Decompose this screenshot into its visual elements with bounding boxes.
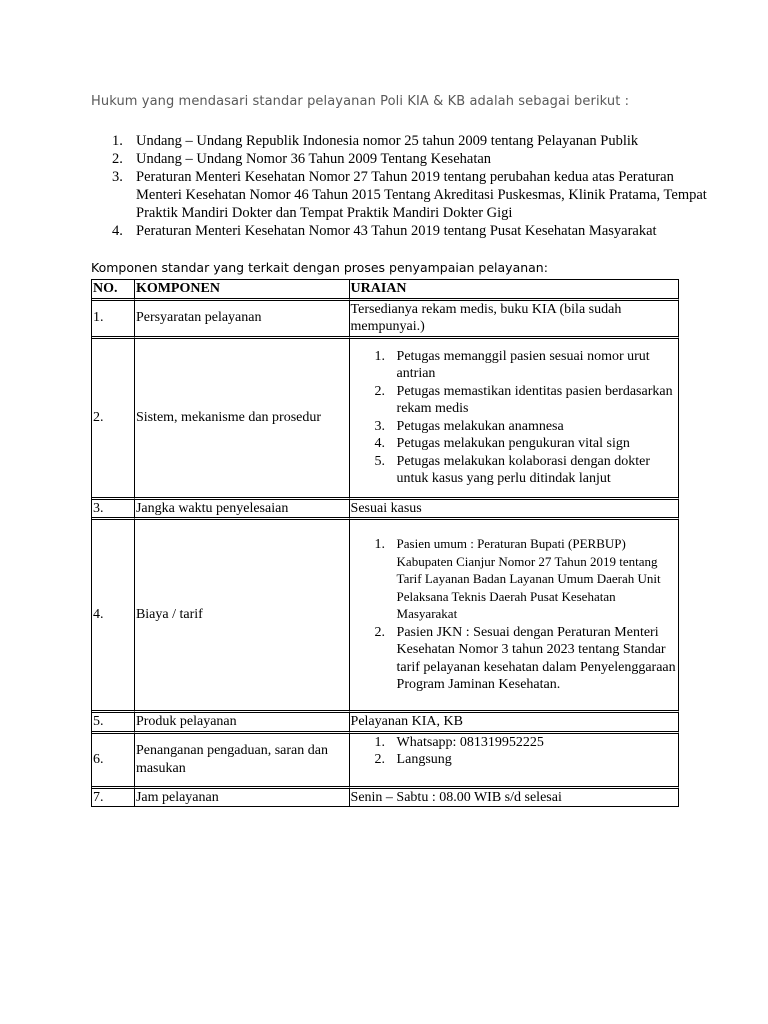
row-komponen: Sistem, mekanisme dan prosedur (135, 339, 350, 500)
row-komponen: Biaya / tarif (135, 520, 350, 713)
header-komponen: KOMPONEN (135, 280, 350, 301)
row-komponen: Persyaratan pelayanan (135, 301, 350, 339)
row-komponen: Produk pelayanan (135, 713, 350, 734)
row-no: 4. (92, 520, 135, 713)
table-row (92, 789, 679, 808)
list-number: 4. (112, 223, 123, 239)
row-no: 7. (92, 789, 135, 808)
list-text: Petugas memanggil pasien sesuai nomor urut antrian (396, 348, 650, 381)
table-row (92, 339, 679, 500)
header-uraian: URAIAN (350, 280, 679, 301)
row-no: 2. (92, 339, 135, 500)
list-text: Langsung (396, 752, 452, 767)
list-text: Petugas melakukan anamnesa (396, 418, 564, 434)
list-text: Pasien umum : Peraturan Bupati (PERBUP) Kabupaten Cianjur Nomor 27 Tahun 2019 tentang Tarif Layanan Badan Layanan Umum Daerah Unit Pelaksana Teknis Daerah Pusat Kesehatan Masyarakat (396, 536, 661, 622)
table-row (92, 734, 679, 789)
row-komponen: Jangka waktu penyelesaian (135, 500, 350, 521)
components-heading: Komponen standar yang terkait dengan proses penyampaian pelayanan: (91, 260, 548, 275)
list-text: Petugas memastikan identitas pasien berdasarkan rekam medis (396, 383, 673, 416)
row-no: 1. (92, 301, 135, 339)
list-text: Whatsapp: 081319952225 (396, 734, 544, 750)
list-number: 2. (374, 624, 386, 640)
list-number: 3. (112, 169, 123, 185)
row-uraian (350, 734, 679, 789)
service-standard-table (91, 279, 679, 807)
list-item (375, 624, 678, 694)
row-komponen: Jam pelayanan (135, 789, 350, 808)
list-number: 1. (374, 537, 386, 553)
list-text: Undang – Undang Nomor 36 Tahun 2009 Tentang Kesehatan (136, 151, 492, 167)
list-number: 2. (374, 752, 386, 767)
list-item (112, 150, 712, 168)
list-number: 1. (374, 348, 386, 364)
list-item (112, 168, 712, 222)
list-text: Petugas melakukan kolaborasi dengan dokter untuk kasus yang perlu ditindak lanjut (396, 453, 651, 486)
row-komponen: Penanganan pengaduan, saran dan masukan (135, 734, 350, 789)
row-uraian: Senin – Sabtu : 08.00 WIB s/d selesai (350, 789, 679, 808)
list-text: Petugas melakukan pengukuran vital sign (396, 436, 630, 451)
list-number: 1. (112, 133, 123, 149)
complaint-channel-list (351, 734, 678, 769)
table-row (92, 713, 679, 734)
list-number: 4. (374, 436, 386, 451)
table-header-row (92, 280, 679, 301)
list-item (375, 435, 678, 453)
list-item (112, 132, 712, 150)
list-text: Undang – Undang Republik Indonesia nomor 25 tahun 2009 tentang Pelayanan Publik (136, 133, 639, 149)
list-item (375, 734, 678, 752)
row-uraian (350, 520, 679, 713)
table-row (92, 500, 679, 521)
list-number: 3. (374, 418, 386, 434)
list-item (375, 348, 678, 383)
table-row (92, 520, 679, 713)
row-no: 6. (92, 734, 135, 789)
list-number: 2. (374, 383, 386, 399)
header-no: NO. (92, 280, 135, 301)
list-text: Peraturan Menteri Kesehatan Nomor 43 Tahun 2019 tentang Pusat Kesehatan Masyarakat (136, 223, 657, 239)
list-number: 5. (374, 453, 386, 469)
list-item (375, 453, 678, 488)
row-no: 3. (92, 500, 135, 521)
list-text: Pasien JKN : Sesuai dengan Peraturan Menteri Kesehatan Nomor 3 tahun 2023 tentang Standar tarif pelayanan kesehatan dalam Penyelenggaraan Program Jaminan Kesehatan. (396, 624, 676, 693)
procedure-list (351, 348, 678, 488)
list-item (375, 418, 678, 436)
list-item (375, 383, 678, 418)
list-item (375, 751, 678, 769)
row-uraian (350, 339, 679, 500)
list-number: 1. (374, 734, 386, 750)
table-row (92, 301, 679, 339)
list-item (375, 536, 678, 624)
laws-list (112, 132, 712, 240)
list-number: 2. (112, 151, 123, 167)
tariff-list (351, 536, 678, 694)
row-uraian: Pelayanan KIA, KB (350, 713, 679, 734)
row-uraian: Tersedianya rekam medis, buku KIA (bila sudah mempunyai.) (350, 301, 679, 339)
list-item (112, 222, 712, 240)
laws-heading: Hukum yang mendasari standar pelayanan Poli KIA & KB adalah sebagai berikut : (91, 94, 630, 109)
row-no: 5. (92, 713, 135, 734)
row-uraian: Sesuai kasus (350, 500, 679, 521)
list-text: Peraturan Menteri Kesehatan Nomor 27 Tahun 2019 tentang perubahan kedua atas Peraturan Menteri Kesehatan Nomor 46 Tahun 2015 Tentang Akreditasi Puskesmas, Klinik Pratama, Tempat Praktik Mandiri Dokter dan Tempat Praktik Mandiri Dokter Gigi (136, 169, 707, 221)
